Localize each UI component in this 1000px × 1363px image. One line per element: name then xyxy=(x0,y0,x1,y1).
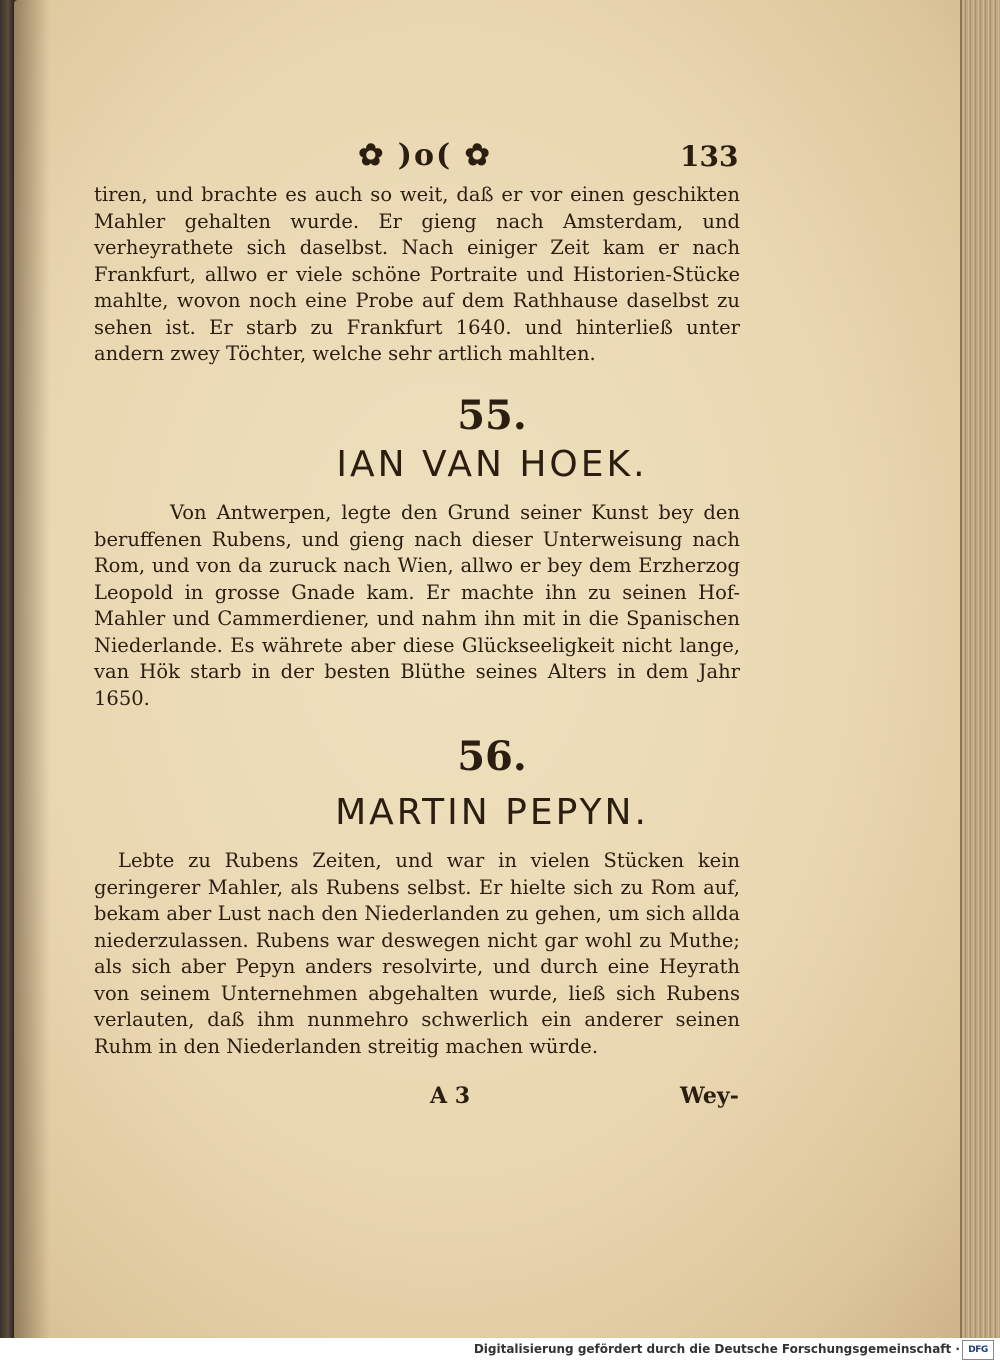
paragraph-continued: tiren, und brachte es auch so weit, daß er vor einen geschikten Mahler gehalten wurde. Er gieng nach Amsterdam, und verheyrathete sich daselbst. Nach einiger Zeit kam er nach Frankfurt, allwo er viele schöne Portraite und Historien-Stücke mahlte, wovon noch eine Probe auf dem Rathhause daselbst zu sehen ist. Er starb zu Frankfurt 1640. und hinterließ unter andern zwey Töchter, welche sehr artlich mahlten. xyxy=(94,183,740,365)
page-number: 133 xyxy=(680,140,739,173)
paragraph-martin-pepyn: Lebte zu Rubens Zeiten, und war in vielen Stücken kein geringerer Mahler, als Rubens selbst. Er hielte sich zu Rom auf, bekam aber Lust nach den Niederlanden zu gehen, um sich allda niederzulassen. Rubens war deswegen nicht gar wohl zu Muthe; als sich aber Pepyn anders resolvirte, und durch eine Heyrath von seinem Unternehmen abgehalten wurde, ließ sich Rubens verlauten, daß ihm nunmehro schwerlich ein anderer seinen Ruhm in den Niederlanden streitig machen würde. xyxy=(94,849,740,1058)
signature-mark: A 3 xyxy=(430,1083,471,1109)
catchword: Wey- xyxy=(680,1083,739,1109)
page-gutter-shadow xyxy=(14,0,50,1338)
book-fore-edge xyxy=(960,0,1000,1338)
entry-number-56: 56. xyxy=(457,733,527,780)
dfg-logo: DFG xyxy=(962,1340,994,1360)
digitization-credit: Digitalisierung gefördert durch die Deutsche Forschungsgemeinschaft · xyxy=(473,1342,960,1356)
paragraph-ian-van-hoek: Von Antwerpen, legte den Grund seiner Kunst bey den beruffenen Rubens, und gieng nach dieser Unterweisung nach Rom, und von da zuruck nach Wien, allwo er bey dem Erzherzog Leopold in grosse Gnade kam. Er machte ihn zu seinen Hof-Mahler und Cammerdiener, und nahm ihn mit in die Spanischen Niederlande. Es währete aber diese Glückseeligkeit nicht lange, van Hök starb in der besten Blüthe seines Alters in dem Jahr 1650. xyxy=(94,501,740,710)
entry-title-martin-pepyn: MARTIN PEPYN. xyxy=(335,792,649,833)
page-header-ornament: ✿ )o( ✿ xyxy=(358,138,492,173)
entry-number-55: 55. xyxy=(457,392,527,439)
entry-title-ian-van-hoek: IAN VAN HOEK. xyxy=(336,444,648,485)
